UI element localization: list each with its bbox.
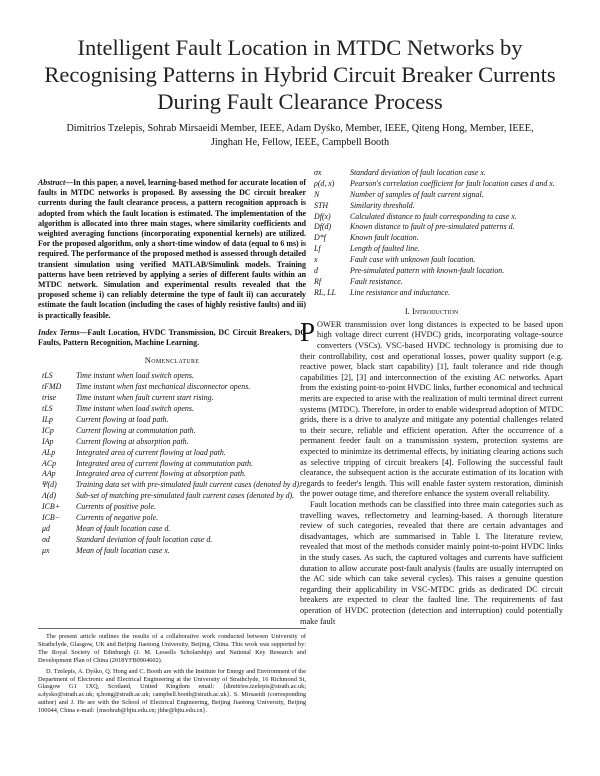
nomenclature-row (300, 277, 563, 288)
intro-paragraph-1 (300, 316, 563, 500)
introduction-body (300, 316, 563, 627)
nomenclature-table-left (38, 371, 306, 556)
nomenclature-definition: Training data set with pre-simulated fault current cases (denoted by d). (76, 480, 301, 490)
nomenclature-symbol: STH (314, 200, 329, 210)
index-terms-lead: Index Terms (38, 327, 80, 337)
abstract-text: —In this paper, a novel, learning-based method for accurate location of faults in MTDC networks is proposed. By assessing the DC circuit breaker currents during the fault clearance process, a pattern recognition approach is adopted from which the fault location is estimated. The implementation of the algorithm is allocated into three main stages, where similarity coefficients and weighted averaging functions (incorporating exponential kernels) are utilized. For the proposed algorithm, only a short-time window of data (equal to 6 ms) is required. The performance of the proposed method is assessed through detailed transient simulation using verified MATLAB/Simulink models. Training patterns have been retrieved by applying a series of different faults within an MTDC network. Simulation and experimental results revealed that the proposed scheme i) can reliably determine the type of fault ii) can accurately estimate the fault location (including the cases of highly resistive faults) and iii) is practically feasible. (38, 178, 306, 320)
nomenclature-row (38, 535, 306, 546)
nomenclature-definition: Similarity threshold. (350, 200, 415, 210)
nomenclature-table-right (300, 168, 563, 299)
nomenclature-row (38, 513, 306, 524)
nomenclature-row (38, 415, 306, 426)
nomenclature-definition: Mean of fault location case x. (76, 545, 170, 555)
nomenclature-symbol: D*f (314, 233, 326, 243)
nomenclature-definition: Time instant when fast mechanical disconnector opens. (76, 382, 251, 392)
nomenclature-symbol: Λ(d) (42, 491, 56, 501)
nomenclature-row (38, 371, 306, 382)
nomenclature-symbol: d (314, 266, 318, 276)
nomenclature-symbol: ALp (42, 447, 56, 457)
left-column (38, 178, 306, 557)
nomenclature-definition: Number of samples of fault current signal. (350, 189, 484, 199)
nomenclature-symbol: Ψ(d) (42, 480, 57, 490)
nomenclature-row (38, 469, 306, 480)
nomenclature-row (300, 222, 563, 233)
nomenclature-definition: Known fault location. (350, 233, 419, 243)
paper-title: Intelligent Fault Location in MTDC Networks by Recognising Patterns in Hybrid Circuit Breaker Currents During Fault Clearance Process (44, 35, 556, 114)
nomenclature-definition: Current flowing at load path. (76, 415, 169, 425)
authors-line-2: Jinghan He, Fellow, IEEE, Campbell Booth (210, 137, 390, 148)
nomenclature-definition: Time instant when fault current start rising. (76, 393, 214, 403)
index-terms (38, 328, 306, 348)
nomenclature-symbol: Lf (314, 244, 321, 254)
nomenclature-symbol: ILp (42, 415, 53, 425)
nomenclature-definition: Length of faulted line. (350, 244, 420, 254)
nomenclature-symbol: μx (42, 545, 50, 555)
abstract-lead: Abstract (38, 178, 66, 187)
authors-line-1: Dimitrios Tzelepis, Sohrab Mirsaeidi Member, IEEE, Adam Dyśko, Member, IEEE, Qiteng Hong, Member, IEEE, (66, 123, 534, 134)
introduction-heading: I. Introduction (404, 305, 459, 316)
nomenclature-definition: Known distance to fault of pre-simulated patterns d. (350, 222, 515, 232)
footnotes (38, 628, 306, 718)
nomenclature-definition: Current flowing at commutation path. (76, 425, 196, 435)
nomenclature-symbol: ICB− (42, 513, 61, 523)
nomenclature-definition: Integrated area of current flowing at absorption path. (76, 469, 246, 479)
nomenclature-symbol: x (314, 255, 318, 265)
nomenclature-definition: Sub-set of matching pre-simulated fault current cases (denoted by d). (76, 491, 295, 501)
nomenclature-definition: Mean of fault location case d. (76, 523, 171, 533)
nomenclature-symbol: ρ(d, x) (314, 178, 335, 188)
nomenclature-row (38, 491, 306, 502)
right-column (300, 168, 563, 627)
nomenclature-symbol: trise (42, 393, 57, 403)
nomenclature-symbol: ACp (42, 458, 57, 468)
nomenclature-row (300, 288, 563, 299)
intro-paragraph-2: Fault location methods can be classified into three main categories such as travelling waves, reflectometry and learning-based. A thorough literature review of such categories, revealed that there are certain advantages and disadvantages, which are summarised in Table I. The literature review, revealed that most of the methods consider mainly point-to-point HVDC links in the study cases. As such, the captured voltages and currents have sufficient duration to allow accurate post-fault analysis (faults are usually interrupted on the AC side which can take several cycles). This raises a genuine question regarding their applicability in VSC-MTDC grids as dedicated DC circuit breakers are expected to clear the faulted line. The requirements of fast operation of HVDC protection (detection and interruption) could potentially make fault (300, 499, 563, 626)
intro-paragraph-1-text: OWER transmission over long distances is expected to be based upon high voltage direct current (HVDC) grids, incorporating voltage-source converters (VSCs). VSC-based HVDC technology is promising due to their controllability, cost and operational losses, power quality support (e.g. reactive power, black start capability) [1], fault tolerance and ride though capabilities [2], [3] and interconnection of the existing AC networks. Apart from the existing point-to-point HVDC links, further economical and technical merits are expected to arise with the realization of multi terminal direct current systems (MTDC). Therefore, in order to enable widespread adoption of MTDC grids, there is a drive to analyze and mitigate any potential challenges related to their secure, reliable and efficient operation. After the occurrence of a permanent feeder fault on a transmission system, protection systems are expected to minimize its detrimental effects, by initiating clearing actions such as selective tripping of circuit breakers [4]. Following the successful fault clearance, the subsequent action is the accurate estimation of its location with regards to feeder's length. This will enable faster system restoration, diminish the power outage time, and therefore enhance the system overall reliability. (300, 319, 563, 499)
nomenclature-symbol: μd (42, 523, 50, 533)
index-terms-text: —Fault Location, HVDC Transmission, DC Circuit Breakers, DC Faults, Pattern Recognition, Machine Learning. (38, 327, 306, 348)
footnote-funding: The present article outlines the results of a collaborative work conducted between University of Strathclyde, Glasgow, UK and Beijing Jiaotong University, Beijing, China. This work was supported by: The Royal Society of Edinburgh (J. M. Lessells Scholarship) and National Key Research and Development Plan of China (2018YFB0904602). (38, 633, 306, 664)
nomenclature-row (300, 201, 563, 212)
nomenclature-definition: Current flowing at absorption path. (76, 436, 189, 446)
nomenclature-row (300, 190, 563, 201)
author-list (40, 122, 560, 150)
nomenclature-row (38, 393, 306, 404)
nomenclature-symbol: Df(x) (314, 211, 331, 221)
abstract (38, 178, 306, 321)
nomenclature-definition: Standard deviation of fault location case x. (350, 168, 486, 177)
nomenclature-symbol: σx (314, 168, 322, 177)
nomenclature-row (38, 437, 306, 448)
nomenclature-definition: Integrated area of current flowing at commutation path. (76, 458, 253, 468)
drop-cap: P (300, 316, 316, 347)
nomenclature-definition: Line resistance and inductance. (350, 287, 451, 297)
nomenclature-symbol: AAp (42, 469, 56, 479)
nomenclature-row (38, 480, 306, 491)
nomenclature-definition: Pearson's correlation coefficient for fault location cases d and x. (350, 178, 555, 188)
nomenclature-definition: Currents of positive pole. (76, 502, 156, 512)
footnote-affiliations: D. Tzelepis, A. Dyśko, Q. Hong and C. Booth are with the Institute for Energy and Environment of the Department of Electronic and Electrical Engineering at the University of Strathclyde, 16 Richmond St, Glasgow G1 1XQ, Scotland, United Kingdom email: {dimitrios.tzelepis@strath.ac.uk; a.dysko@strath.ac.uk; q.hong@strath.ac.uk; campbell.booth@strath.ac.uk}. S. Mirsaeidi (corresponding author) and J. He are with the School of Electrical Engineering, Beijing Jiaotong University, Beijing 100044, China e-mail: {msohrab@bjtu.edu.cn; jhhe@bjtu.edu.cn}. (38, 667, 306, 715)
nomenclature-symbol: ICB+ (42, 502, 61, 512)
nomenclature-row (300, 244, 563, 255)
nomenclature-row (300, 179, 563, 190)
nomenclature-row (300, 212, 563, 223)
nomenclature-definition: Pre-simulated pattern with known-fault location. (350, 266, 505, 276)
nomenclature-row (38, 404, 306, 415)
nomenclature-row (300, 168, 563, 179)
nomenclature-definition: Time instant when load switch opens. (76, 404, 194, 414)
nomenclature-symbol: RL, LL (314, 287, 336, 297)
nomenclature-definition: Currents of negative pole. (76, 513, 159, 523)
nomenclature-definition: Integrated area of current flowing at load path. (76, 447, 226, 457)
nomenclature-row (38, 382, 306, 393)
nomenclature-symbol: IAp (42, 436, 54, 446)
nomenclature-symbol: σd (42, 534, 50, 544)
nomenclature-row (38, 426, 306, 437)
nomenclature-definition: Standard deviation of fault location case d. (76, 534, 213, 544)
nomenclature-row (300, 266, 563, 277)
nomenclature-heading: Nomenclature (144, 355, 200, 366)
nomenclature-row (38, 502, 306, 513)
nomenclature-definition: Calculated distance to fault corresponding to case x. (350, 211, 517, 221)
nomenclature-row (38, 546, 306, 557)
nomenclature-symbol: ICp (42, 425, 54, 435)
nomenclature-row (38, 448, 306, 459)
nomenclature-definition: Time instant when load switch opens. (76, 371, 194, 381)
nomenclature-symbol: Rf (314, 276, 322, 286)
nomenclature-row (300, 233, 563, 244)
nomenclature-symbol: N (314, 189, 320, 199)
nomenclature-definition: Fault case with unknown fault location. (350, 255, 476, 265)
nomenclature-row (300, 255, 563, 266)
nomenclature-symbol: Df(d) (314, 222, 332, 232)
nomenclature-symbol: tLS (42, 404, 53, 414)
nomenclature-symbol: tFMD (42, 382, 62, 392)
nomenclature-definition: Fault resistance. (350, 276, 403, 286)
nomenclature-row (38, 459, 306, 470)
nomenclature-row (38, 524, 306, 535)
nomenclature-symbol: tLS (42, 371, 53, 381)
